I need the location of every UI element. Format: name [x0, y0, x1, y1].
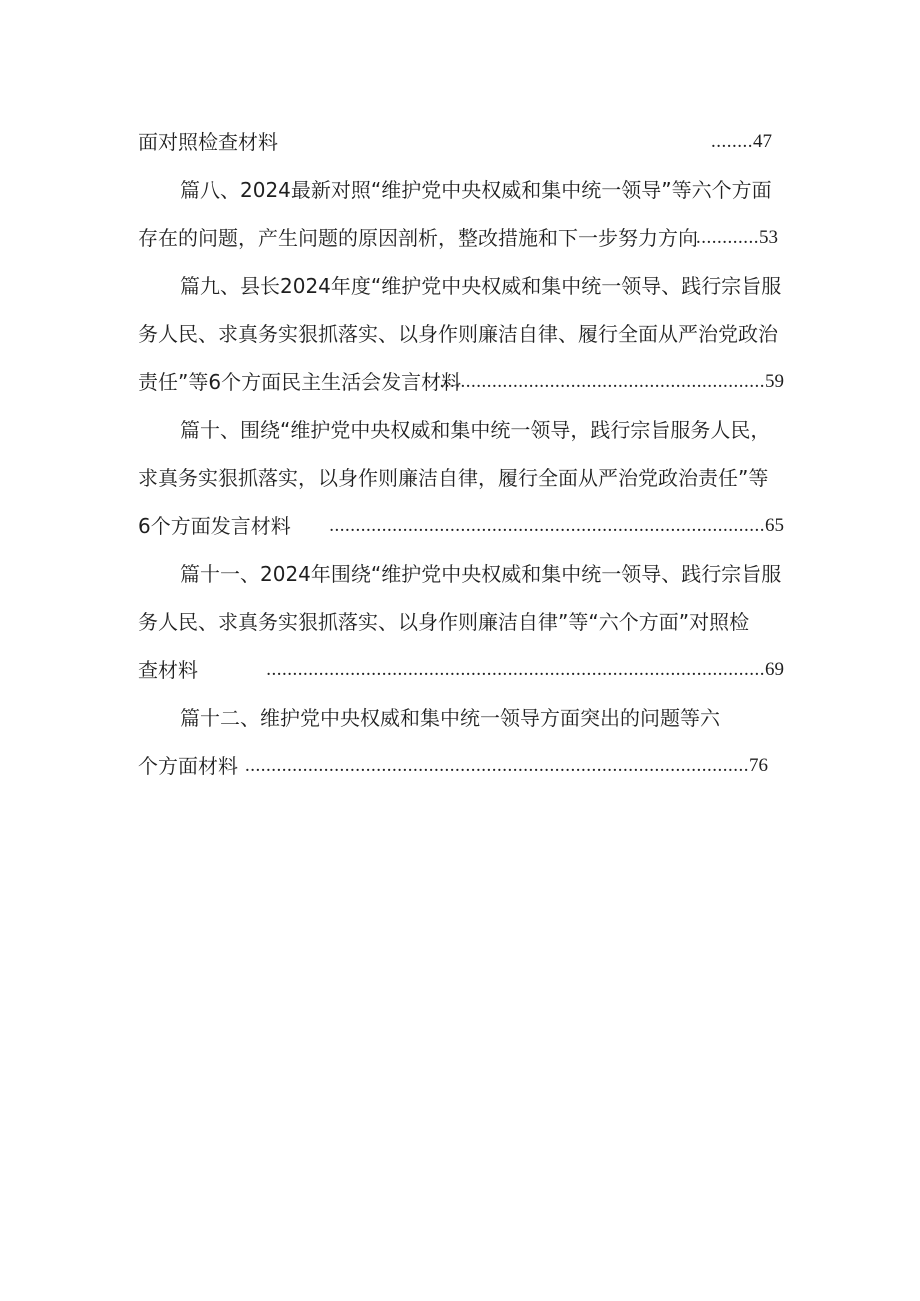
- toc-line-text: 求真务实狠抓落实，以身作则廉洁自律，履行全面从严治党政治责任”等: [138, 466, 769, 490]
- toc-line: [138, 310, 784, 358]
- toc-line: [138, 646, 784, 694]
- toc-line: [138, 694, 784, 742]
- toc-leader: [329, 502, 784, 550]
- toc-entry: [138, 694, 784, 790]
- toc-page-number: 76: [749, 755, 768, 776]
- toc-line: [138, 358, 784, 406]
- toc-line: [138, 502, 784, 550]
- toc-line: [138, 742, 784, 790]
- toc-dots: ........: [711, 131, 753, 152]
- toc-leader: [440, 358, 785, 406]
- toc-line-text: 篇十、围绕“维护党中央权威和集中统一领导，践行宗旨服务人民，: [180, 418, 771, 442]
- toc-dots: ............: [696, 227, 759, 248]
- toc-line-text: 6个方面发言材料: [138, 514, 291, 538]
- toc-dots: ................................................................................................: [245, 755, 749, 776]
- toc-line-text: 篇八、2024最新对照“维护党中央权威和集中统一领导”等六个方面: [180, 178, 772, 202]
- toc-line-text: 存在的问题，产生问题的原因剖析，整改措施和下一步努力方向: [138, 226, 698, 250]
- toc-page-number: 47: [753, 131, 772, 152]
- toc-line-text: 务人民、求真务实狠抓落实、以身作则廉洁自律、履行全面从严治党政治: [138, 322, 778, 346]
- toc-leader: [696, 214, 778, 262]
- toc-line: [138, 598, 784, 646]
- toc-line-text: 篇十一、2024年围绕“维护党中央权威和集中统一领导、践行宗旨服: [180, 562, 782, 586]
- toc-entry: [138, 550, 784, 694]
- toc-leader: [711, 118, 772, 166]
- toc-line-text: 篇九、县长2024年度“维护党中央权威和集中统一领导、践行宗旨服: [180, 274, 782, 298]
- toc-leader: [245, 742, 768, 790]
- table-of-contents: [138, 118, 784, 790]
- toc-page-number: 59: [765, 371, 784, 392]
- toc-page-number: 53: [759, 227, 778, 248]
- toc-line-text: 篇十二、维护党中央权威和集中统一领导方面突出的问题等六: [180, 706, 720, 730]
- toc-line-text: 查材料: [138, 658, 198, 682]
- toc-line: [138, 550, 784, 598]
- toc-page-number: 65: [765, 515, 784, 536]
- toc-dots: ..............................................................: [439, 371, 765, 392]
- toc-line: [138, 214, 784, 262]
- toc-line: [138, 454, 784, 502]
- toc-entry: [138, 118, 784, 166]
- toc-line: [138, 118, 784, 166]
- toc-page-number: 69: [765, 659, 784, 680]
- toc-line: [138, 406, 784, 454]
- toc-dots: ...................................................................................: [329, 515, 765, 536]
- toc-entry: [138, 166, 784, 262]
- toc-entry: [138, 406, 784, 550]
- toc-dots: ...............................................................................................: [266, 659, 765, 680]
- toc-line-text: 个方面材料: [138, 754, 238, 778]
- toc-line: [138, 166, 784, 214]
- toc-entry: [138, 262, 784, 406]
- toc-line-text: 责任”等6个方面民主生活会发言材料: [138, 370, 462, 394]
- toc-line-text: 务人民、求真务实狠抓落实、以身作则廉洁自律”等“六个方面”对照检: [138, 610, 750, 634]
- toc-line: [138, 262, 784, 310]
- toc-leader: [266, 646, 784, 694]
- toc-line-text: 面对照检查材料: [138, 130, 278, 154]
